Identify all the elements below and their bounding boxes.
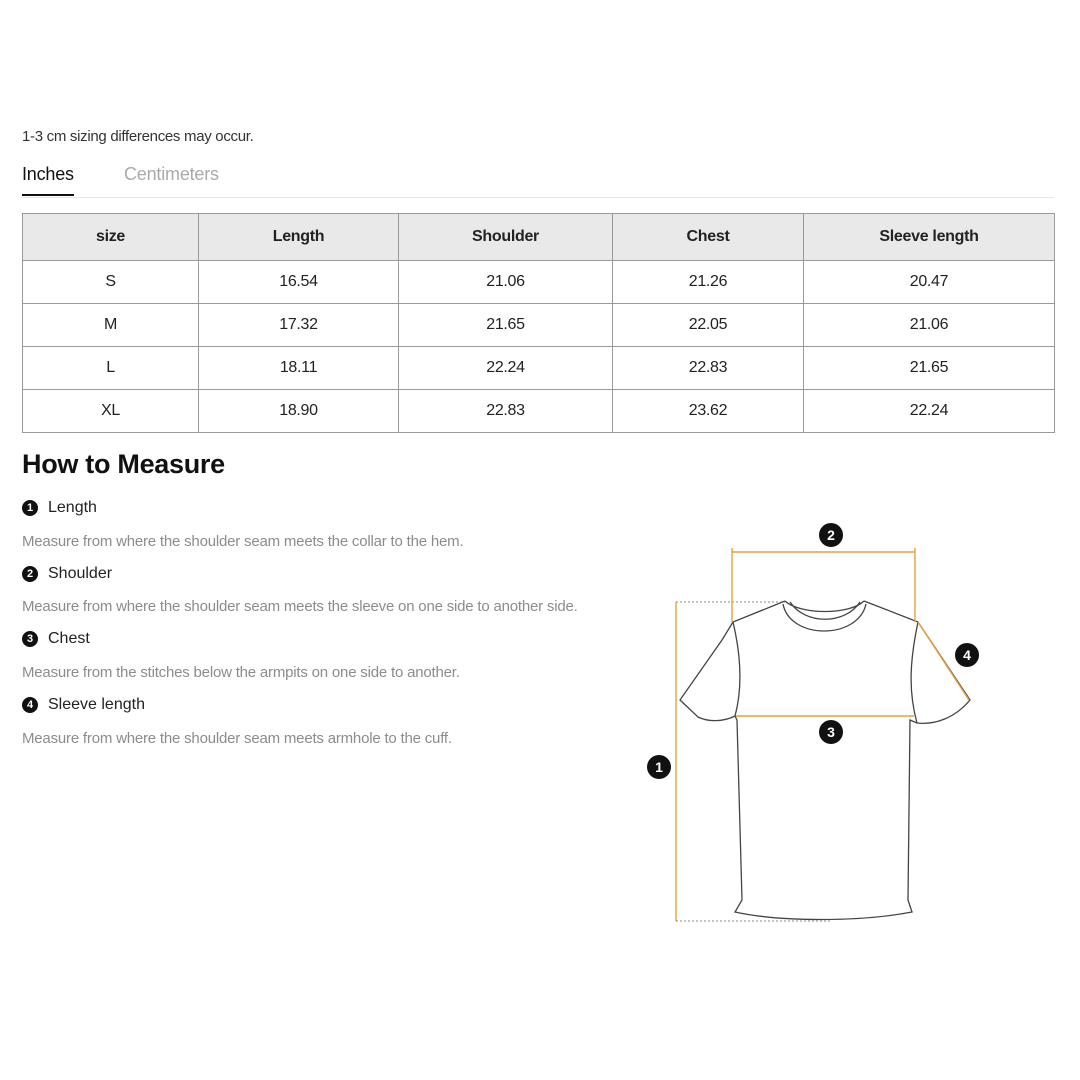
header-chest: Chest <box>613 214 804 261</box>
cell-size: M <box>23 304 199 347</box>
step-description: Measure from where the shoulder seam meets the sleeve on one side to another side. <box>22 598 578 615</box>
cell-size: L <box>23 347 199 390</box>
step-description: Measure from the stitches below the armpits on one side to another. <box>22 664 460 681</box>
cell-shoulder: 21.65 <box>399 304 613 347</box>
table-row <box>23 261 1055 304</box>
cell-chest: 22.05 <box>613 304 804 347</box>
cell-sleeve-length: 22.24 <box>804 390 1055 433</box>
cell-length: 18.90 <box>199 390 399 433</box>
table-header-row <box>23 214 1055 261</box>
number-1-icon: 1 <box>22 500 38 516</box>
tshirt-outline-icon <box>680 601 970 920</box>
cell-size: XL <box>23 390 199 433</box>
how-to-measure-title: How to Measure <box>22 449 225 479</box>
cell-size: S <box>23 261 199 304</box>
cell-chest: 21.26 <box>613 261 804 304</box>
step-title: Chest <box>48 630 90 647</box>
cell-length: 16.54 <box>199 261 399 304</box>
cell-shoulder: 21.06 <box>399 261 613 304</box>
marker-2-label: 2 <box>827 527 835 543</box>
step-shoulder <box>22 565 112 583</box>
tab-inches[interactable]: Inches <box>22 164 74 196</box>
header-length: Length <box>199 214 399 261</box>
number-3-icon: 3 <box>22 631 38 647</box>
number-2-icon: 2 <box>22 566 38 582</box>
table-row <box>23 390 1055 433</box>
tshirt-measure-diagram <box>620 505 1020 935</box>
table-row <box>23 304 1055 347</box>
marker-3-label: 3 <box>827 724 835 740</box>
marker-4-icon <box>955 643 979 667</box>
step-title: Shoulder <box>48 565 113 582</box>
table-row <box>23 347 1055 390</box>
cell-sleeve-length: 20.47 <box>804 261 1055 304</box>
marker-1-label: 1 <box>655 759 663 775</box>
cell-shoulder: 22.24 <box>399 347 613 390</box>
sizing-note: 1-3 cm sizing differences may occur. <box>22 128 254 145</box>
cell-sleeve-length: 21.06 <box>804 304 1055 347</box>
cell-shoulder: 22.83 <box>399 390 613 433</box>
cell-chest: 22.83 <box>613 347 804 390</box>
header-sleeve-length: Sleeve length <box>804 214 1055 261</box>
cell-length: 18.11 <box>199 347 399 390</box>
step-length <box>22 499 97 517</box>
step-chest <box>22 630 90 648</box>
step-description: Measure from where the shoulder seam meets armhole to the cuff. <box>22 730 452 747</box>
cell-chest: 23.62 <box>613 390 804 433</box>
step-title: Length <box>48 499 97 516</box>
marker-2-icon <box>819 523 843 547</box>
unit-tabs <box>22 160 1054 198</box>
cell-sleeve-length: 21.65 <box>804 347 1055 390</box>
tab-centimeters[interactable]: Centimeters <box>124 164 219 184</box>
step-sleeve-length <box>22 696 145 714</box>
marker-1-icon <box>647 755 671 779</box>
marker-3-icon <box>819 720 843 744</box>
step-description: Measure from where the shoulder seam meets the collar to the hem. <box>22 533 464 550</box>
marker-4-label: 4 <box>963 647 971 663</box>
number-4-icon: 4 <box>22 697 38 713</box>
step-title: Sleeve length <box>48 696 145 713</box>
size-table <box>22 213 1055 433</box>
cell-length: 17.32 <box>199 304 399 347</box>
header-size: size <box>23 214 199 261</box>
header-shoulder: Shoulder <box>399 214 613 261</box>
